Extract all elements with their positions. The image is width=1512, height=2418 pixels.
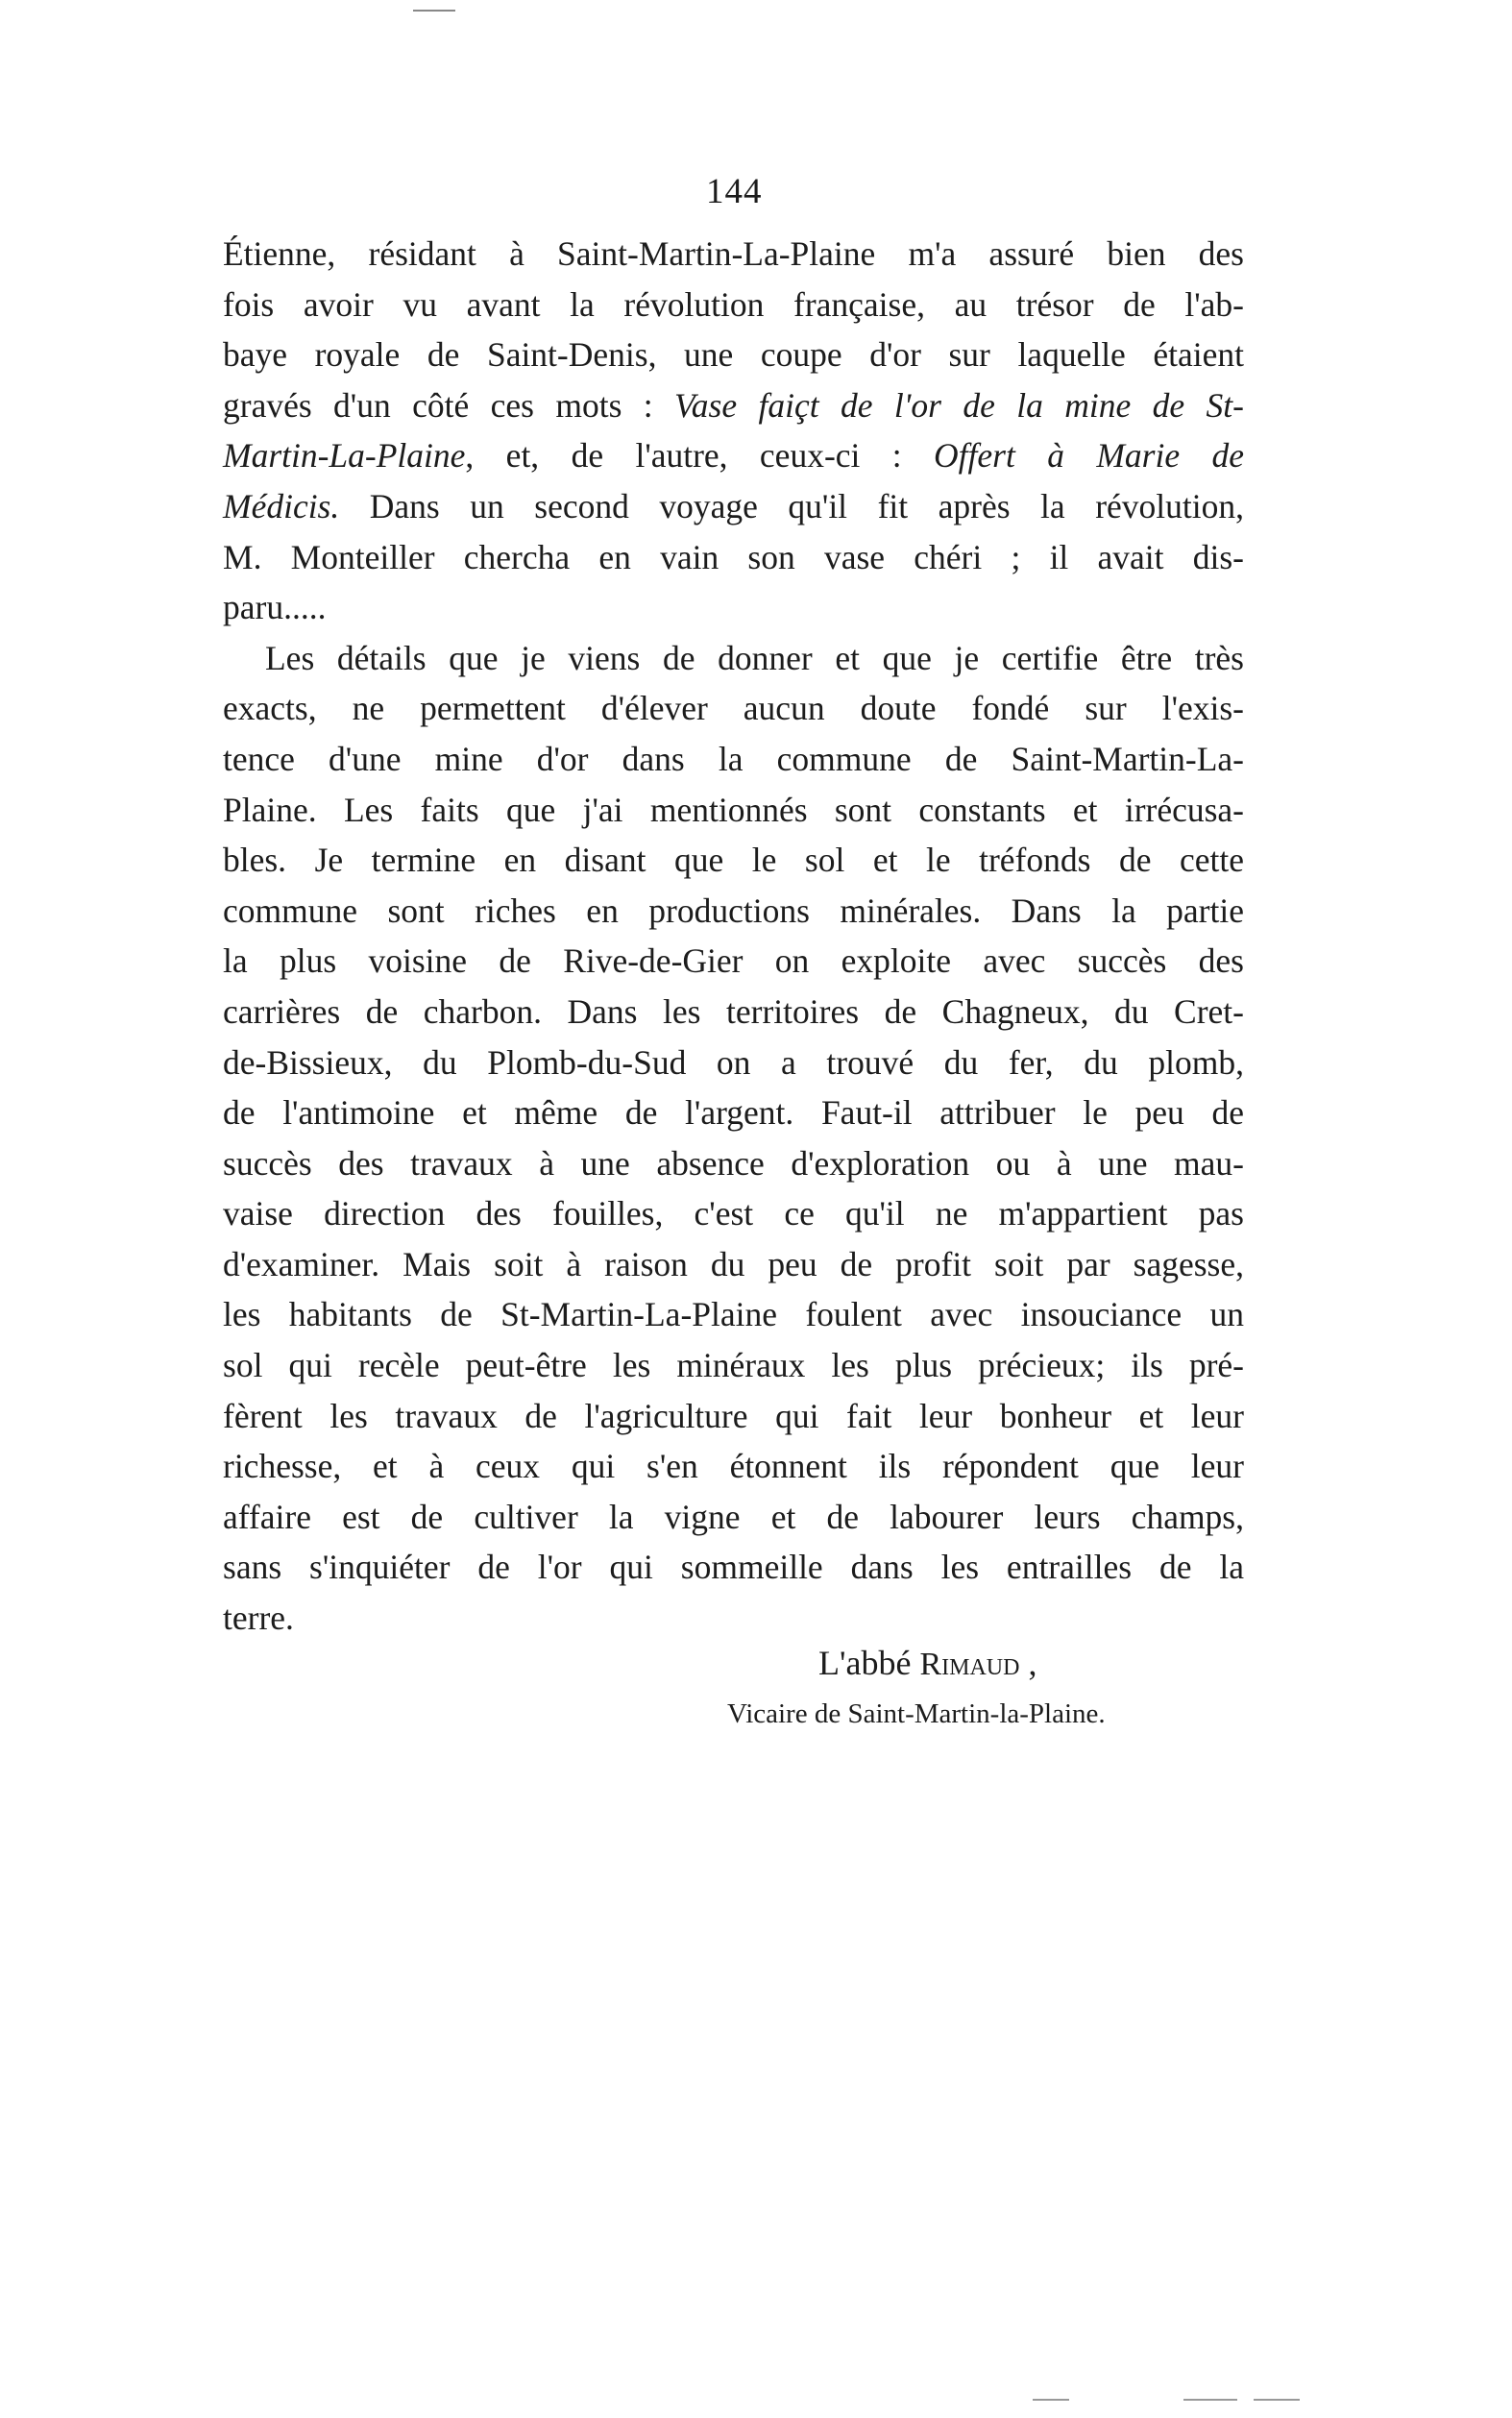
signature-title: Vicaire de Saint-Martin-la-Plaine. <box>727 1698 1106 1729</box>
text-line <box>223 430 1244 481</box>
text-run: Dans un second voyage qu'il fit après la révolution, <box>339 486 1244 525</box>
italic-inscription: Offert à Marie de <box>934 436 1245 476</box>
text-line: exacts, ne permettent d'élever aucun doute fondé sur l'exis- <box>223 689 1244 728</box>
text-line: de l'antimoine et même de l'argent. Faut-il attribuer le peu de <box>223 1093 1244 1133</box>
text-line: d'examiner. Mais soit à raison du peu de profit soit par sagesse, <box>223 1244 1244 1283</box>
text-line: fois avoir vu avant la révolution française, au trésor de l'ab- <box>223 284 1244 324</box>
bottom-scan-mark <box>1254 2399 1300 2401</box>
italic-inscription: Vase faiçt de l'or de la mine de St- <box>674 385 1244 425</box>
body-text <box>223 229 1244 1644</box>
top-scan-mark <box>413 10 455 12</box>
italic-inscription: Martin-La-Plaine <box>223 436 466 476</box>
page-number: 144 <box>706 172 763 211</box>
text-line: la plus voisine de Rive-de-Gier on exploite avec succès des <box>223 941 1244 981</box>
text-line: Étienne, résidant à Saint-Martin-La-Plaine m'a assuré bien des <box>223 234 1244 273</box>
author-surname: Rimaud <box>919 1647 1020 1682</box>
text-line: fèrent les travaux de l'agriculture qui fait leur bonheur et leur <box>223 1396 1244 1435</box>
text-line <box>223 481 1244 532</box>
italic-inscription: Médicis. <box>223 486 340 525</box>
text-line: bles. Je termine en disant que le sol et le tréfonds de cette <box>223 841 1244 880</box>
signature-prefix: L'abbé <box>818 1644 920 1682</box>
text-run: , et, de l'autre, ceux-ci : <box>465 436 935 476</box>
text-line: terre. <box>223 1599 294 1638</box>
text-line: tence d'une mine d'or dans la commune de Saint-Martin-La- <box>223 739 1244 778</box>
signature-name <box>818 1643 1036 1683</box>
text-line: Plaine. Les faits que j'ai mentionnés sont constants et irrécusa- <box>223 790 1244 829</box>
bottom-scan-mark <box>1183 2399 1237 2401</box>
text-line: sans s'inquiéter de l'or qui sommeille dans les entrailles de la <box>223 1548 1244 1587</box>
text-line: succès des travaux à une absence d'exploration ou à une mau- <box>223 1143 1244 1183</box>
text-line: M. Monteiller chercha en vain son vase chéri ; il avait dis- <box>223 537 1244 576</box>
text-line: sol qui recèle peut-être les minéraux les plus précieux; ils pré- <box>223 1346 1244 1385</box>
signature-suffix: , <box>1019 1644 1037 1682</box>
text-line: Les détails que je viens de donner et que je certifie être très <box>265 638 1244 677</box>
text-line: paru..... <box>223 588 327 627</box>
text-line: baye royale de Saint-Denis, une coupe d'or sur laquelle étaient <box>223 335 1244 375</box>
text-line: vaise direction des fouilles, c'est ce qu'il ne m'appartient pas <box>223 1194 1244 1233</box>
text-line: de-Bissieux, du Plomb-du-Sud on a trouvé du fer, du plomb, <box>223 1042 1244 1082</box>
text-line: richesse, et à ceux qui s'en étonnent ils répondent que leur <box>223 1447 1244 1486</box>
text-line: carrières de charbon. Dans les territoires de Chagneux, du Cret- <box>223 991 1244 1031</box>
text-line: affaire est de cultiver la vigne et de labourer leurs champs, <box>223 1497 1244 1536</box>
text-line <box>223 380 1244 431</box>
bottom-scan-mark <box>1033 2399 1069 2401</box>
text-line: les habitants de St-Martin-La-Plaine foulent avec insouciance un <box>223 1295 1244 1334</box>
text-line: commune sont riches en productions minérales. Dans la partie <box>223 891 1244 930</box>
text-run: gravés d'un côté ces mots : <box>223 385 675 425</box>
